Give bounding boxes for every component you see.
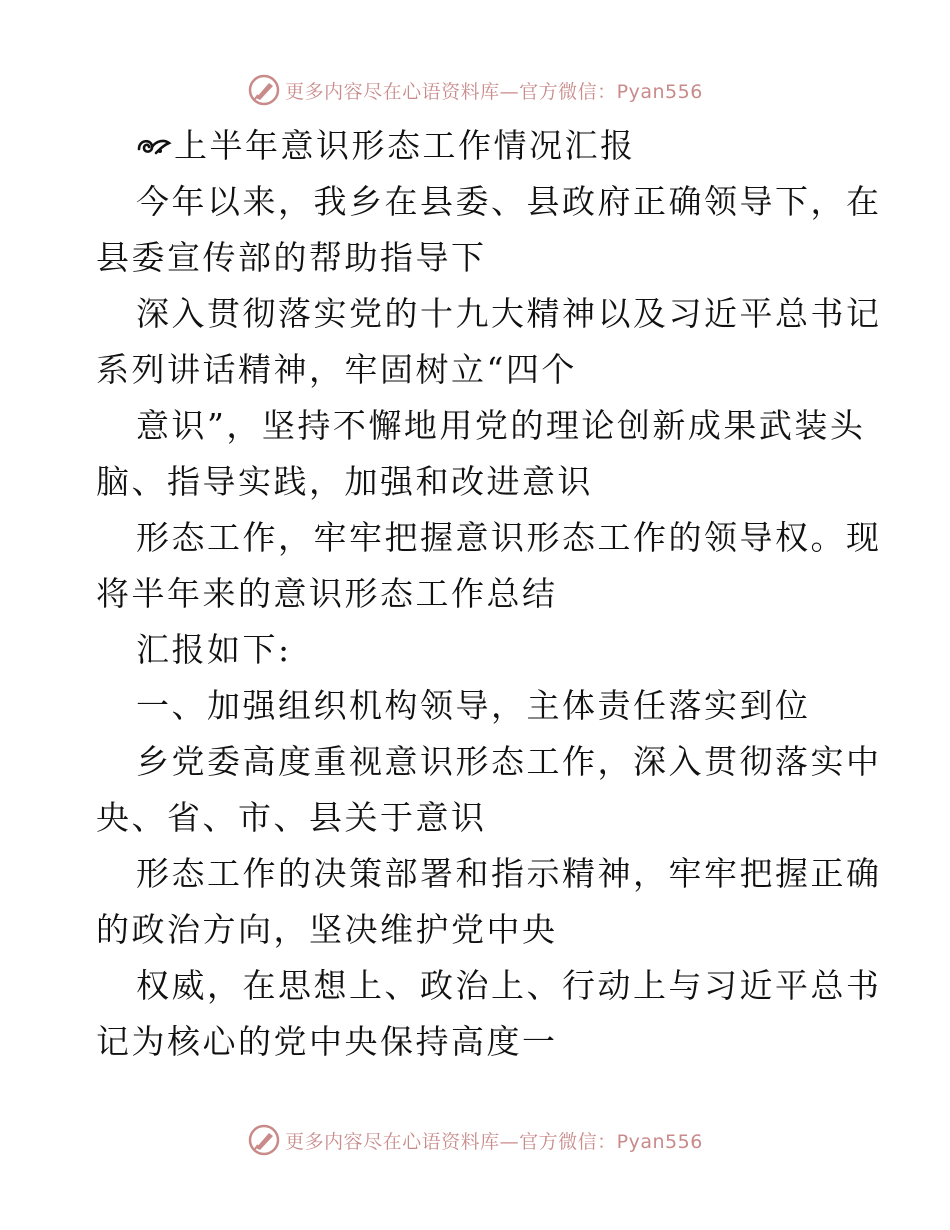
quill-logo-icon [247,73,281,107]
watermark-text: 更多内容尽在心语资料库—官方微信：Pyan556 [285,80,703,103]
text-line: 意识”，坚持不懈地用党的理论创新成果武装头 [136,406,866,445]
text-line: 的政治方向，坚决维护党中央 [96,910,558,949]
text-line: 将半年来的意识形态工作总结 [96,574,558,613]
text-line: 深入贯彻落实党的十九大精神以及习近平总书记 [136,294,882,333]
text-line: 形态工作，牢牢把握意识形态工作的领导权。现 [136,518,882,557]
document-title: 上半年意识形态工作情况汇报 [174,126,636,165]
text-line: 央、省、市、县关于意识 [96,798,487,837]
text-line: 一、加强组织机构领导，主体责任落实到位 [136,686,811,725]
quill-logo-icon [247,1123,281,1157]
text-line: 形态工作的决策部署和指示精神，牢牢把握正确 [136,854,882,893]
ornament-bullet-icon [136,131,172,161]
watermark-wechat-id: Pyan556 [616,1130,703,1153]
header-watermark [0,70,950,110]
text-line: 权威，在思想上、政治上、行动上与习近平总书 [136,966,882,1005]
text-line: 县委宣传部的帮助指导下 [96,238,487,277]
document-body [96,118,882,1070]
document-paragraphs [96,174,882,1070]
watermark-text: 更多内容尽在心语资料库—官方微信：Pyan556 [285,1130,703,1153]
watermark-wechat-id: Pyan556 [616,80,703,103]
text-line: 汇报如下: [136,630,292,669]
footer-watermark [0,1120,950,1160]
text-line: 今年以来，我乡在县委、县政府正确领导下，在 [136,182,882,221]
text-line: 记为核心的党中央保持高度一 [96,1022,558,1061]
document-title-row [96,118,856,174]
text-line: 脑、指导实践，加强和改进意识 [96,462,593,501]
text-line: 乡党委高度重视意识形态工作，深入贯彻落实中 [136,742,882,781]
text-line: 系列讲话精神，牢固树立“四个 [96,350,577,389]
